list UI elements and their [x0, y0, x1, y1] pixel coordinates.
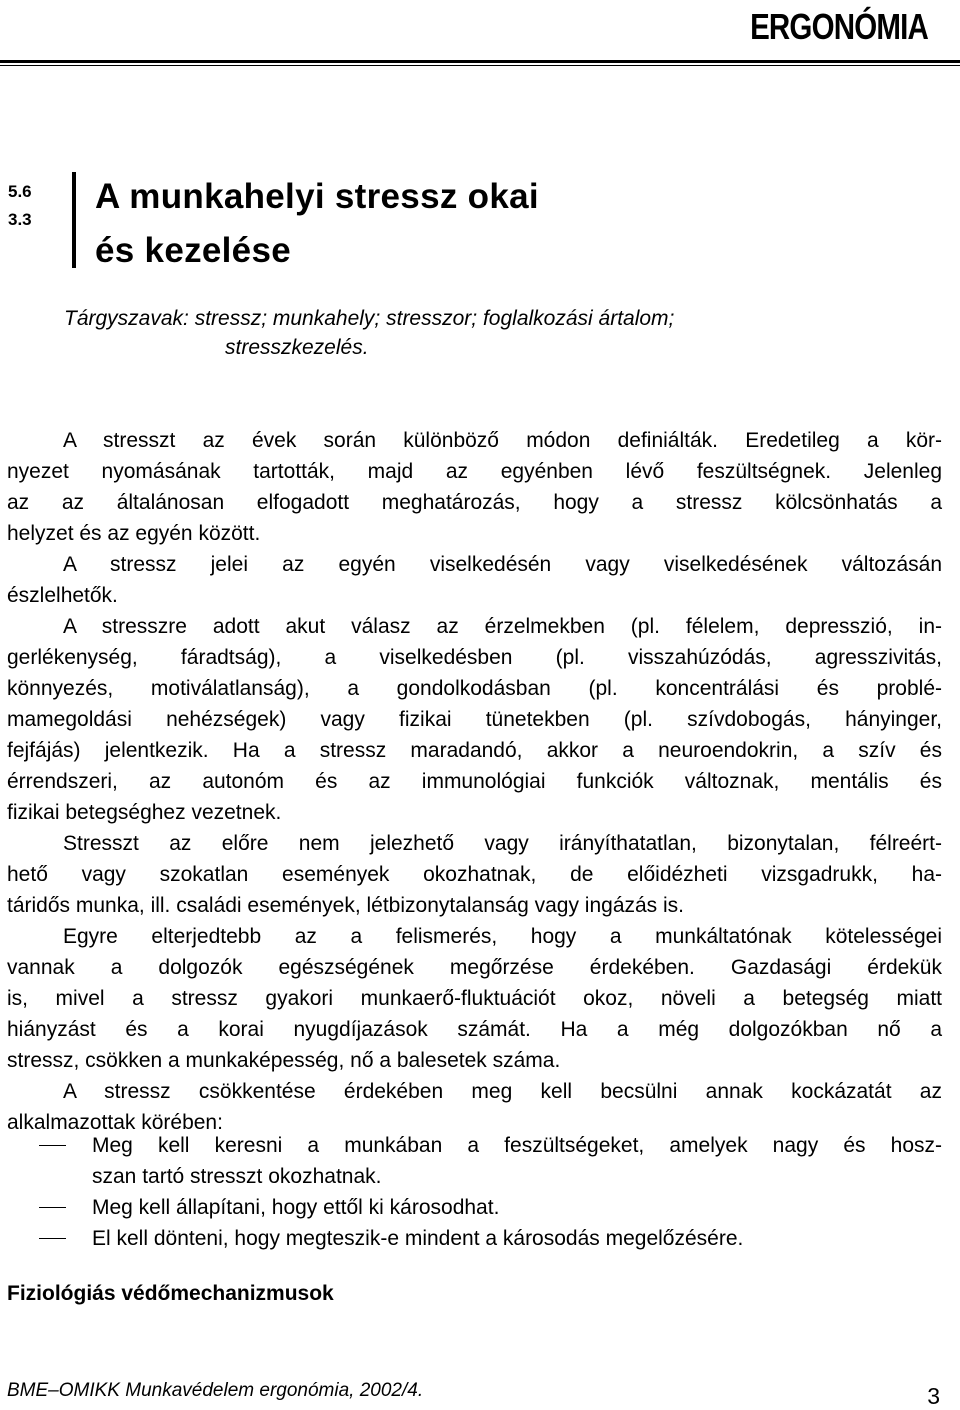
text-line: mamegoldási nehézségek) vagy fizikai tünetekben (pl. szívdobogás, hányinger,	[7, 708, 942, 731]
list-item	[7, 1130, 942, 1192]
text-line: is, mivel a stressz gyakori munkaerő-fluktuációt okoz, növeli a betegség miatt	[7, 987, 942, 1010]
keywords	[64, 304, 674, 362]
page-number: 3	[927, 1383, 940, 1409]
text-line: stressz, csökken a munkaképesség, nő a balesetek száma.	[7, 1049, 561, 1072]
dash-bullet-icon	[39, 1238, 66, 1239]
text-line: A stresszt az évek során különböző módon definiálták. Eredetileg a kör-	[63, 429, 942, 452]
text-line: Meg kell állapítani, hogy ettől ki károsodhat.	[92, 1196, 500, 1219]
text-line: A stressz csökkentése érdekében meg kell becsülni annak kockázatát az	[63, 1080, 942, 1103]
section-number-line: 3.3	[8, 210, 32, 229]
text-line: hető vagy szokatlan események okozhatnak, de előidézheti vizsgadrukk, ha-	[7, 863, 942, 886]
text-line: Stresszt az előre nem jelezhető vagy irányíthatatlan, bizonytalan, félreért-	[63, 832, 942, 855]
list-item	[7, 1223, 942, 1254]
text-line: gerlékenység, fáradtság), a viselkedésben (pl. visszahúzódás, agresszivitás,	[7, 646, 942, 669]
text-line: El kell dönteni, hogy megteszik-e mindent a károsodás megelőzésére.	[92, 1227, 744, 1250]
section-title	[95, 170, 539, 278]
paragraph	[7, 425, 942, 549]
bullet-list	[7, 1130, 942, 1254]
text-line: táridős munka, ill. családi események, létbizonytalanság vagy ingázás is.	[7, 894, 685, 917]
text-line: az az általánosan elfogadott meghatározás, hogy a stressz kölcsönhatás a	[7, 491, 942, 514]
text-line: nyezet nyomásának tartották, majd az egyénben lévő feszültségnek. Jelenleg	[7, 460, 942, 483]
header-rule	[0, 60, 960, 66]
section-number	[8, 178, 32, 234]
text-line: szan tartó stresszt okozhatnak.	[92, 1165, 382, 1188]
dash-bullet-icon	[39, 1207, 66, 1208]
running-header-title: ERGONÓMIA	[750, 6, 928, 47]
text-line: hiányzást és a korai nyugdíjazások számát. Ha a még dolgozókban nő a	[7, 1018, 942, 1041]
text-line: A stressz jelei az egyén viselkedésén vagy viselkedésének változásán	[63, 553, 942, 576]
text-line: könnyezés, motiválatlanság), a gondolkodásban (pl. koncentrálási és problé-	[7, 677, 942, 700]
section-title-line: A munkahelyi stressz okai	[95, 177, 539, 216]
paragraph	[7, 549, 942, 611]
text-line: vannak a dolgozók egészségének megőrzése érdekében. Gazdasági érdekük	[7, 956, 942, 979]
paragraph	[7, 921, 942, 1076]
text-line: fejfájás) jelentkezik. Ha a stressz maradandó, akkor a neuroendokrin, a szív és	[7, 739, 942, 762]
footer-source: BME–OMIKK Munkavédelem ergonómia, 2002/4.	[7, 1380, 424, 1401]
body-text	[7, 425, 942, 1138]
paragraph	[7, 828, 942, 921]
dash-bullet-icon	[39, 1145, 66, 1146]
keywords-line: stresszkezelés.	[225, 336, 369, 359]
text-line: Egyre elterjedtebb az a felismerés, hogy a munkáltatónak kötelességei	[63, 925, 942, 948]
subsection-heading: Fiziológiás védőmechanizmusok	[7, 1282, 334, 1305]
text-line: Meg kell keresni a munkában a feszültségeket, amelyek nagy és hosz-	[92, 1134, 942, 1157]
text-line: érrendszeri, az autonóm és az immunológiai funkciók változnak, mentális és	[7, 770, 942, 793]
text-line: A stresszre adott akut válasz az érzelmekben (pl. félelem, depresszió, in-	[63, 615, 942, 638]
section-title-line: és kezelése	[95, 231, 291, 270]
section-number-line: 5.6	[8, 182, 32, 201]
text-line: helyzet és az egyén között.	[7, 522, 261, 545]
text-line: fizikai betegséghez vezetnek.	[7, 801, 282, 824]
paragraph	[7, 1076, 942, 1138]
paragraph	[7, 611, 942, 828]
section-divider-bar	[72, 172, 76, 268]
text-line: alkalmazottak körében:	[7, 1111, 223, 1134]
list-item	[7, 1192, 942, 1223]
keywords-line: Tárgyszavak: stressz; munkahely; stresszor; foglalkozási ártalom;	[64, 307, 675, 330]
text-line: észlelhetők.	[7, 584, 118, 607]
